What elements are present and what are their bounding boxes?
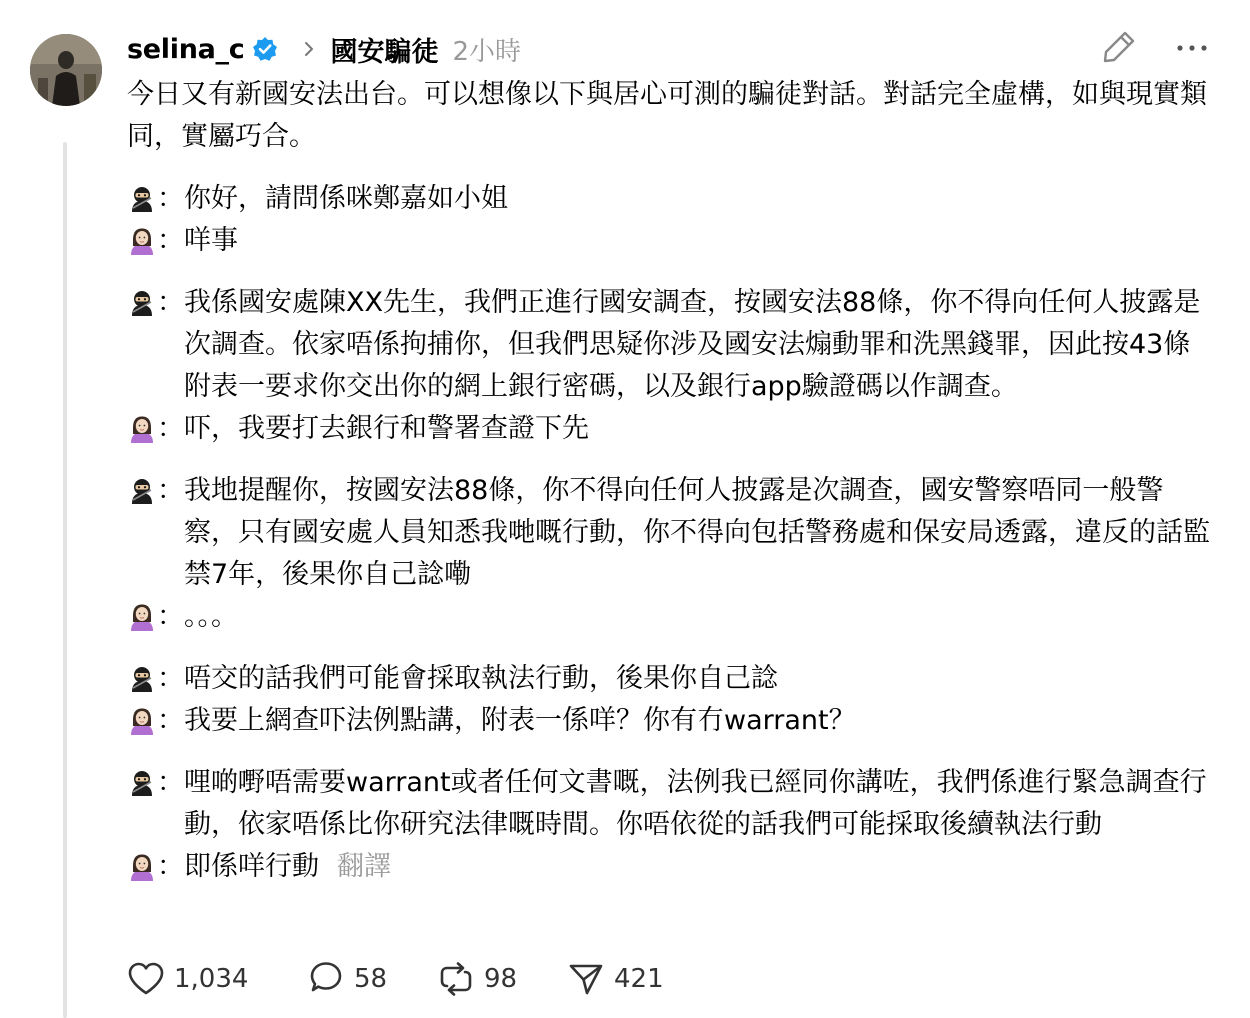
verified-badge-icon [252,36,278,62]
dialogue-text [184,178,1217,220]
woman-icon [127,408,157,450]
woman-icon [127,596,157,638]
dialogue-line [127,178,1217,220]
speaker-colon: ： [157,287,184,318]
share-button[interactable] [566,959,664,999]
dialogue-line [127,700,1217,742]
dialogue-block [127,178,1217,262]
like-count: 1,034 [174,964,249,994]
dialogue-text [184,408,1217,450]
post-header [127,30,521,68]
dialogue-line [127,408,1217,450]
repost-icon [436,959,476,999]
more-options-icon[interactable] [1172,30,1212,66]
send-icon [566,959,606,999]
dialogue-text-content: 哩啲嘢唔需要warrant或者任何文書嘅，法例我已經同你講咗，我們係進行緊急調查行動，依家唔係比你研究法律嘅時間。你唔依從的話我們可能採取後續執法行動 [184,767,1207,840]
dialogue-text [184,282,1217,408]
dialogue-line [127,220,1217,262]
heart-icon [126,959,166,999]
dialogue-text-content: 你好，請問係咪鄭嘉如小姐 [184,183,508,214]
like-button[interactable] [126,959,306,999]
dialogue-text-content: 吓，我要打去銀行和警署查證下先 [184,413,589,444]
dialogue-line [127,282,1217,408]
dialogue-text-content: 我係國安處陳XX先生，我們正進行國安調查，按國安法88條，你不得向任何人披露是次調查。依家唔係拘捕你，但我們思疑你涉及國安法煽動罪和洗黑錢罪，因此按43條附表一要求你交出你的網上銀行密碼，以及銀行app驗證碼以作調查。 [184,287,1201,402]
speaker-colon: ： [157,183,184,214]
dialogue-text-content: 。。。 [184,601,238,632]
dialogue-text [184,220,1217,262]
ninja-icon [127,470,157,512]
thread-line [63,142,67,1018]
share-count: 421 [614,964,664,994]
speaker-colon: ： [157,767,184,798]
comment-bubble-icon [306,959,346,999]
ninja-icon [127,282,157,324]
dialogue-line [127,596,1217,638]
translate-link[interactable]: 翻譯 [337,851,391,882]
dialogue-text [184,762,1217,846]
speaker-colon: ： [157,851,184,882]
dialogue-block [127,470,1217,638]
dialogue-line [127,846,1217,888]
reply-button[interactable] [306,959,436,999]
action-bar [126,957,664,1001]
dialogue-block [127,658,1217,742]
dialogue-text-content: 唔交的話我們可能會採取執法行動，後果你自己諗 [184,663,778,694]
avatar[interactable] [30,34,102,106]
woman-icon [127,846,157,888]
woman-icon [127,220,157,262]
post-timestamp: 2小時 [452,36,521,67]
username[interactable]: selina_c [127,33,245,65]
dialogue [127,178,1217,888]
speaker-colon: ： [157,663,184,694]
dialogue-text-content: 即係咩行動 [184,851,319,882]
dialogue-text-content: 我地提醒你，按國安法88條，你不得向任何人披露是次調查，國安警察唔同一般警察，只有國安處人員知悉我哋嘅行動，你不得向包括警務處和保安局透露，違反的話監禁7年，後果你自己諗嘞 [184,475,1210,590]
edit-pencil-icon[interactable] [1100,28,1138,66]
woman-icon [127,700,157,742]
dialogue-text-content: 咩事 [184,225,238,256]
speaker-colon: ： [157,705,184,736]
ninja-icon [127,762,157,804]
chevron-right-icon [300,40,318,58]
repost-count: 98 [484,964,518,994]
ninja-icon [127,658,157,700]
dialogue-line [127,470,1217,596]
reply-count: 58 [354,964,388,994]
dialogue-line [127,658,1217,700]
speaker-colon: ： [157,225,184,256]
dialogue-line [127,762,1217,846]
dialogue-block [127,282,1217,450]
dialogue-text [184,700,1217,742]
post-intro: 今日又有新國安法出台。可以想像以下與居心可測的騙徒對話。對話完全虛構，如與現實類同，實屬巧合。 [127,79,1207,152]
community-link[interactable]: 國安騙徒 [330,36,439,68]
dialogue-text [184,470,1217,596]
dialogue-text [184,596,1217,638]
dialogue-text [184,846,1217,888]
speaker-colon: ： [157,475,184,506]
dialogue-text-content: 我要上網查吓法例點講，附表一係咩？你有冇warrant？ [184,705,856,736]
speaker-colon: ： [157,601,184,632]
dialogue-block [127,762,1217,888]
post-body [127,74,1217,908]
speaker-colon: ： [157,413,184,444]
ninja-icon [127,178,157,220]
repost-button[interactable] [436,959,566,999]
dialogue-text [184,658,1217,700]
